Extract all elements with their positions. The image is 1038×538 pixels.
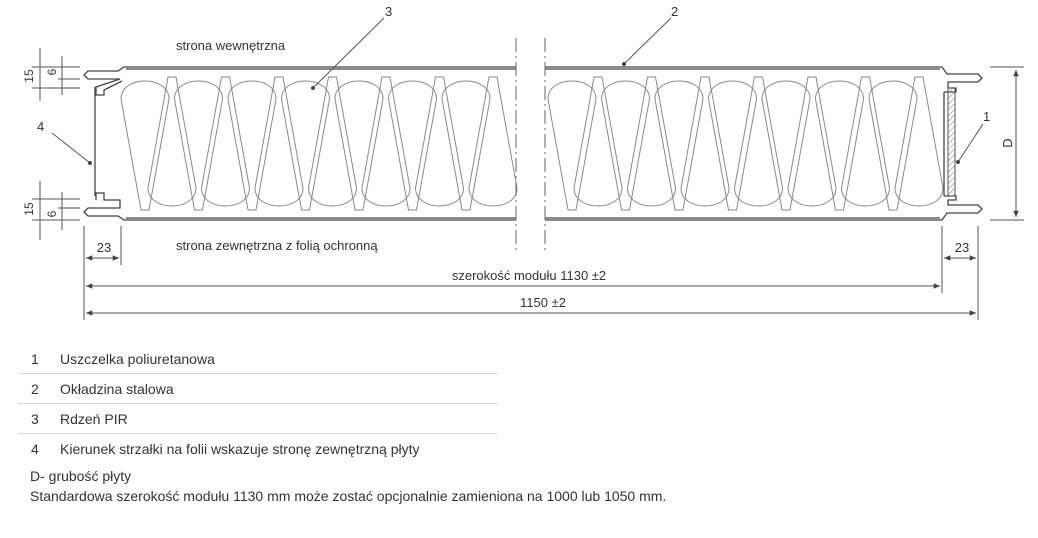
note-module-width: Standardowa szerokość modułu 1130 mm może zostać opcjonalnie zamieniona na 1000 lub 1050 mm.	[30, 488, 667, 504]
pir-core-cells	[121, 77, 943, 210]
dim-bottom-15: 15	[22, 202, 36, 216]
legend-text: Rdzeń PIR	[60, 410, 128, 427]
legend-row	[18, 404, 498, 434]
callout-1-dot	[956, 160, 960, 164]
pir-cell	[762, 81, 810, 210]
dim-top-15: 15	[22, 69, 36, 83]
break-lines	[516, 38, 545, 250]
pir-cell	[735, 77, 783, 206]
pir-cell	[869, 81, 917, 210]
dim-total-width: 1150 ±2	[520, 295, 566, 310]
legend-text: Uszczelka poliuretanowa	[60, 350, 215, 367]
pir-cell	[121, 81, 169, 210]
dim-module-width: szerokość modułu 1130 ±2	[451, 268, 607, 283]
notes	[30, 466, 666, 506]
legend-text: Okładzina stalowa	[60, 380, 174, 397]
callout-3-dot	[311, 86, 315, 90]
pir-cell	[816, 81, 864, 210]
legend-number: 4	[31, 440, 39, 457]
legend-table	[18, 344, 498, 463]
pir-cell	[255, 77, 303, 206]
pir-cell	[228, 81, 276, 210]
note-thickness: D- grubość płyty	[30, 468, 132, 484]
callout-4-dot	[88, 161, 92, 165]
legend-row	[18, 434, 498, 463]
dim-right-23: 23	[954, 240, 970, 255]
callout-2-label: 2	[671, 4, 679, 19]
pir-cell	[416, 77, 464, 206]
pir-cell	[469, 77, 517, 206]
legend-number: 2	[31, 380, 39, 397]
legend-number: 1	[31, 350, 39, 367]
pir-cell	[335, 81, 383, 210]
dim-top-6: 6	[45, 68, 59, 76]
pir-cell	[788, 77, 836, 206]
dim-bottom-6: 6	[45, 210, 59, 218]
callout-4-label: 4	[37, 119, 45, 134]
pir-cell	[681, 77, 729, 206]
label-inner-side: strona wewnętrzna	[176, 38, 286, 53]
dim-left-23: 23	[96, 240, 112, 255]
pir-cell	[309, 77, 357, 206]
callout-1-label: 1	[983, 109, 991, 124]
pir-cell	[148, 77, 196, 206]
label-outer-side: strona zewnętrzna z folią ochronną	[176, 238, 378, 253]
pir-cell	[548, 81, 596, 210]
legend-number: 3	[31, 410, 39, 427]
polyurethane-seal	[948, 88, 955, 196]
pir-cell	[842, 77, 890, 206]
pir-cell	[389, 81, 437, 210]
callout-2-dot	[622, 62, 626, 66]
pir-cell	[895, 77, 943, 206]
pir-cell	[655, 81, 703, 210]
callout-3-label: 3	[385, 4, 393, 19]
pir-cell	[709, 81, 757, 210]
pir-cell	[362, 77, 410, 206]
legend-text: Kierunek strzałki na folii wskazuje stronę zewnętrzną płyty	[60, 440, 420, 457]
dim-thickness-label: D	[1000, 138, 1015, 148]
legend-row	[18, 344, 498, 374]
pir-cell	[175, 81, 223, 210]
pir-cell	[602, 81, 650, 210]
pir-cell	[628, 77, 676, 206]
pir-cell	[442, 81, 490, 210]
legend-row	[18, 374, 498, 404]
pir-cell	[574, 77, 622, 206]
pir-cell	[282, 81, 330, 210]
pir-cell	[202, 77, 250, 206]
